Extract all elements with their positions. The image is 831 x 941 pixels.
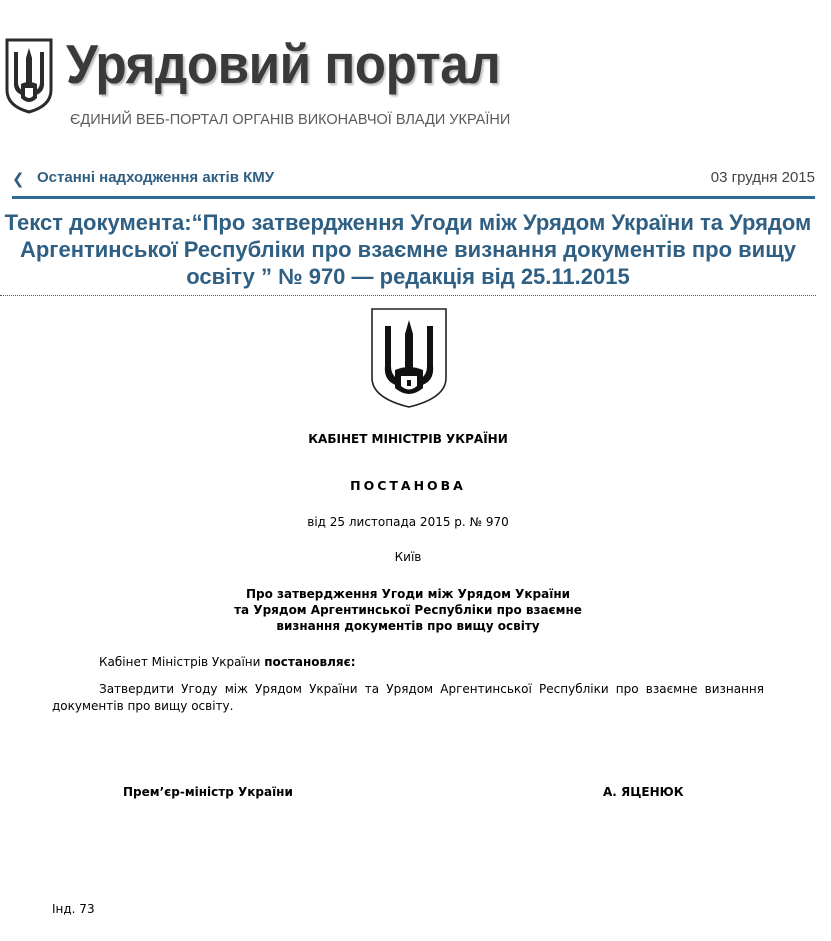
paragraph-1: [52, 654, 764, 671]
trident-icon[interactable]: [3, 36, 55, 114]
subject-line-3: визнання документів про вищу освіту: [276, 619, 540, 633]
site-header: [0, 0, 831, 150]
back-link[interactable]: Останні надходження актів КМУ: [37, 169, 275, 186]
coat-of-arms-icon: [369, 306, 449, 410]
issuer-heading: КАБІНЕТ МІНІСТРІВ УКРАЇНИ: [308, 432, 508, 446]
document-type: ПОСТАНОВА: [350, 478, 466, 493]
subject-line-1: Про затвердження Угоди між Урядом України: [245, 587, 571, 601]
decree-city: Київ: [394, 550, 422, 564]
decree-date: від 25 листопада 2015 р. № 970: [307, 515, 509, 529]
document-index: Інд. 73: [52, 902, 95, 916]
signatory-name: А. ЯЦЕНЮК: [603, 785, 684, 799]
site-subtitle: ЄДИНИЙ ВЕБ-ПОРТАЛ ОРГАНІВ ВИКОНАВЧОЇ ВЛАДИ УКРАЇНИ: [70, 112, 511, 128]
breadcrumb: [12, 167, 815, 193]
site-title[interactable]: Урядовий портал: [66, 33, 501, 95]
paragraph-1-bold: постановляє:: [264, 655, 356, 669]
document-title: Текст документа:“Про затвердження Угоди між Урядом України та Урядом Аргентинської Республіки про взаємне визнання документів про вищу освіту ” № 970 — редакція від 25.11.2015: [4, 210, 812, 289]
signatory-role: Прем’єр-міністр України: [123, 785, 293, 799]
paragraph-1-text: Кабінет Міністрів України: [99, 655, 265, 669]
chevron-left-icon[interactable]: ❮: [12, 170, 25, 188]
decree-subject: [0, 586, 816, 634]
nav-divider: [12, 196, 815, 199]
subject-line-2: та Урядом Аргентинської Республіки про взаємне: [234, 603, 582, 617]
publication-date: 03 грудня 2015: [710, 169, 815, 186]
paragraph-2: Затвердити Угоду між Урядом України та Урядом Аргентинської Республіки про взаємне визнання документів про вищу освіту.: [52, 682, 764, 713]
title-divider: [0, 295, 816, 296]
